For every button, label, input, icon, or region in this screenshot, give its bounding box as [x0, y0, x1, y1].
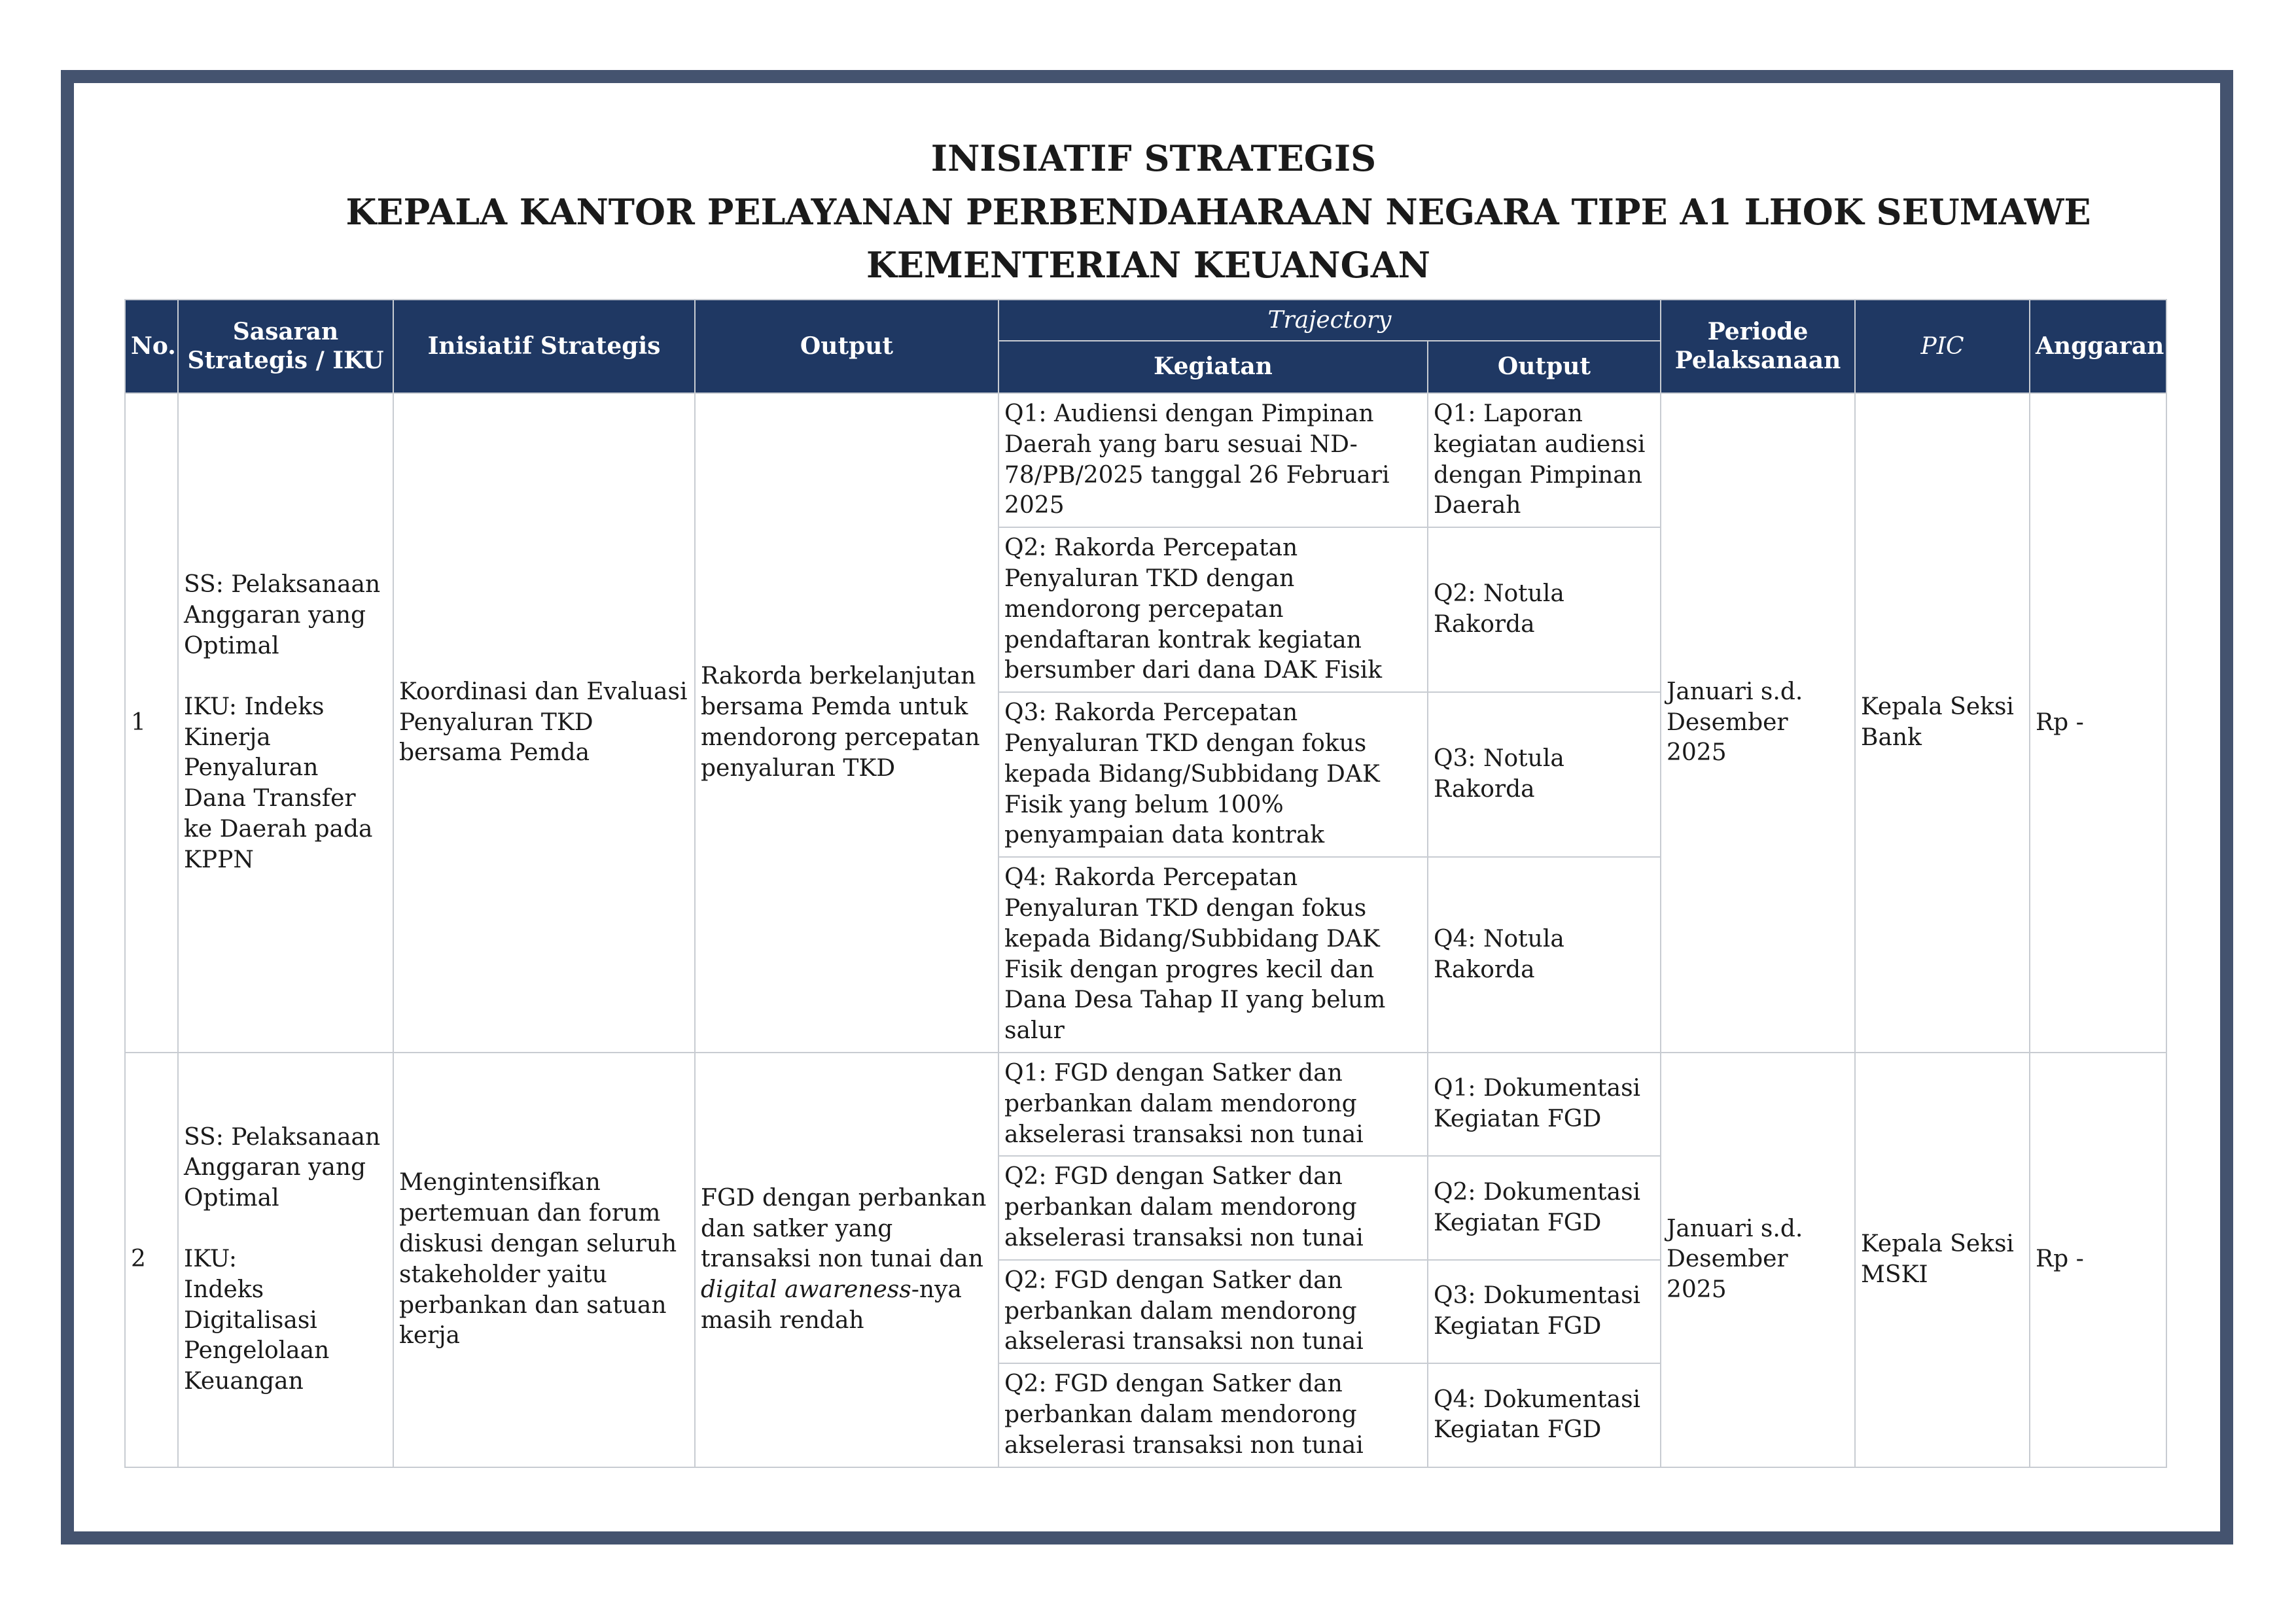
col-header-inisiatif: Inisiatif Strategis	[393, 300, 695, 393]
output-text-b: -nya masih rendah	[701, 1276, 962, 1334]
output-text-a: FGD dengan perbankan dan satker yang transaksi non tunai dan	[701, 1184, 987, 1273]
anggaran-cell: Rp -	[2030, 1053, 2166, 1467]
strategic-initiative-table	[124, 299, 2167, 1468]
col-header-pic: PIC	[1855, 300, 2030, 393]
col-header-traj-output: Output	[1428, 341, 1661, 393]
trajectory-output-cell: Q4: Dokumentasi Kegiatan FGD	[1428, 1363, 1661, 1467]
iku-text: IKU: Indeks Kinerja Penyaluran Dana Transfer ke Daerah pada KPPN	[184, 693, 373, 873]
iku-text: Indeks Digitalisasi Pengelolaan Keuangan	[184, 1276, 330, 1395]
iku-label: IKU:	[184, 1245, 238, 1272]
pic-cell: Kepala Seksi Bank	[1855, 393, 2030, 1053]
col-header-anggaran: Anggaran	[2030, 300, 2166, 393]
table-body	[125, 393, 2166, 1467]
trajectory-output-cell: Q1: Dokumentasi Kegiatan FGD	[1428, 1053, 1661, 1156]
inisiatif-cell: Mengintensifkan pertemuan dan forum diskusi dengan seluruh stakeholder yaitu perbankan dan satuan kerja	[393, 1053, 695, 1467]
anggaran-cell: Rp -	[2030, 393, 2166, 1053]
kegiatan-cell: Q3: Rakorda Percepatan Penyaluran TKD dengan fokus kepada Bidang/Subbidang DAK Fisik yang belum 100% penyampaian data kontrak	[998, 692, 1428, 857]
col-header-no: No.	[125, 300, 178, 393]
trajectory-output-cell: Q3: Dokumentasi Kegiatan FGD	[1428, 1260, 1661, 1363]
kegiatan-cell: Q2: Rakorda Percepatan Penyaluran TKD dengan mendorong percepatan pendaftaran kontrak kegiatan bersumber dari dana DAK Fisik	[998, 527, 1428, 692]
col-header-sasaran: Sasaran Strategis / IKU	[178, 300, 393, 393]
kegiatan-cell: Q2: FGD dengan Satker dan perbankan dalam mendorong akselerasi transaksi non tunai	[998, 1260, 1428, 1363]
kegiatan-cell: Q4: Rakorda Percepatan Penyaluran TKD dengan fokus kepada Bidang/Subbidang DAK Fisik dengan progres kecil dan Dana Desa Tahap II yang belum salur	[998, 857, 1428, 1053]
kegiatan-cell: Q1: FGD dengan Satker dan perbankan dalam mendorong akselerasi transaksi non tunai	[998, 1053, 1428, 1156]
kegiatan-cell: Q2: FGD dengan Satker dan perbankan dalam mendorong akselerasi transaksi non tunai	[998, 1156, 1428, 1259]
table-row	[125, 1053, 2166, 1156]
inisiatif-cell: Koordinasi dan Evaluasi Penyaluran TKD bersama Pemda	[393, 393, 695, 1053]
title-line-1: INISIATIF STRATEGIS	[930, 137, 1377, 179]
ss-text: SS: Pelaksanaan Anggaran yang Optimal	[184, 1123, 381, 1212]
trajectory-output-cell: Q2: Notula Rakorda	[1428, 527, 1661, 692]
trajectory-output-cell: Q1: Laporan kegiatan audiensi dengan Pimpinan Daerah	[1428, 393, 1661, 527]
periode-cell: Januari s.d. Desember 2025	[1661, 393, 1855, 1053]
trajectory-output-cell: Q4: Notula Rakorda	[1428, 857, 1661, 1053]
output-text-italic: digital awareness	[701, 1276, 911, 1304]
col-header-periode: Periode Pelaksanaan	[1661, 300, 1855, 393]
col-header-output: Output	[695, 300, 998, 393]
ss-text: SS: Pelaksanaan Anggaran yang Optimal	[184, 571, 381, 659]
output-cell: Rakorda berkelanjutan bersama Pemda untuk mendorong percepatan penyaluran TKD	[695, 393, 998, 1053]
output-cell	[695, 1053, 998, 1467]
table-header	[125, 300, 2166, 393]
title-line-2: KEPALA KANTOR PELAYANAN PERBENDAHARAAN NEGARA TIPE A1 LHOK SEUMAWE	[345, 191, 2091, 233]
kegiatan-cell: Q1: Audiensi dengan Pimpinan Daerah yang baru sesuai ND-78/PB/2025 tanggal 26 Februari 2025	[998, 393, 1428, 527]
sasaran-cell	[178, 393, 393, 1053]
periode-cell: Januari s.d. Desember 2025	[1661, 1053, 1855, 1467]
trajectory-output-cell: Q2: Dokumentasi Kegiatan FGD	[1428, 1156, 1661, 1259]
sasaran-cell	[178, 1053, 393, 1467]
row-number: 2	[125, 1053, 178, 1467]
trajectory-output-cell: Q3: Notula Rakorda	[1428, 692, 1661, 857]
row-number: 1	[125, 393, 178, 1053]
pic-cell: Kepala Seksi MSKI	[1855, 1053, 2030, 1467]
col-header-trajectory: Trajectory	[998, 300, 1661, 341]
col-header-kegiatan: Kegiatan	[998, 341, 1428, 393]
title-line-3: KEMENTERIAN KEUANGAN	[866, 244, 1431, 286]
kegiatan-cell: Q2: FGD dengan Satker dan perbankan dalam mendorong akselerasi transaksi non tunai	[998, 1363, 1428, 1467]
table-row	[125, 393, 2166, 527]
